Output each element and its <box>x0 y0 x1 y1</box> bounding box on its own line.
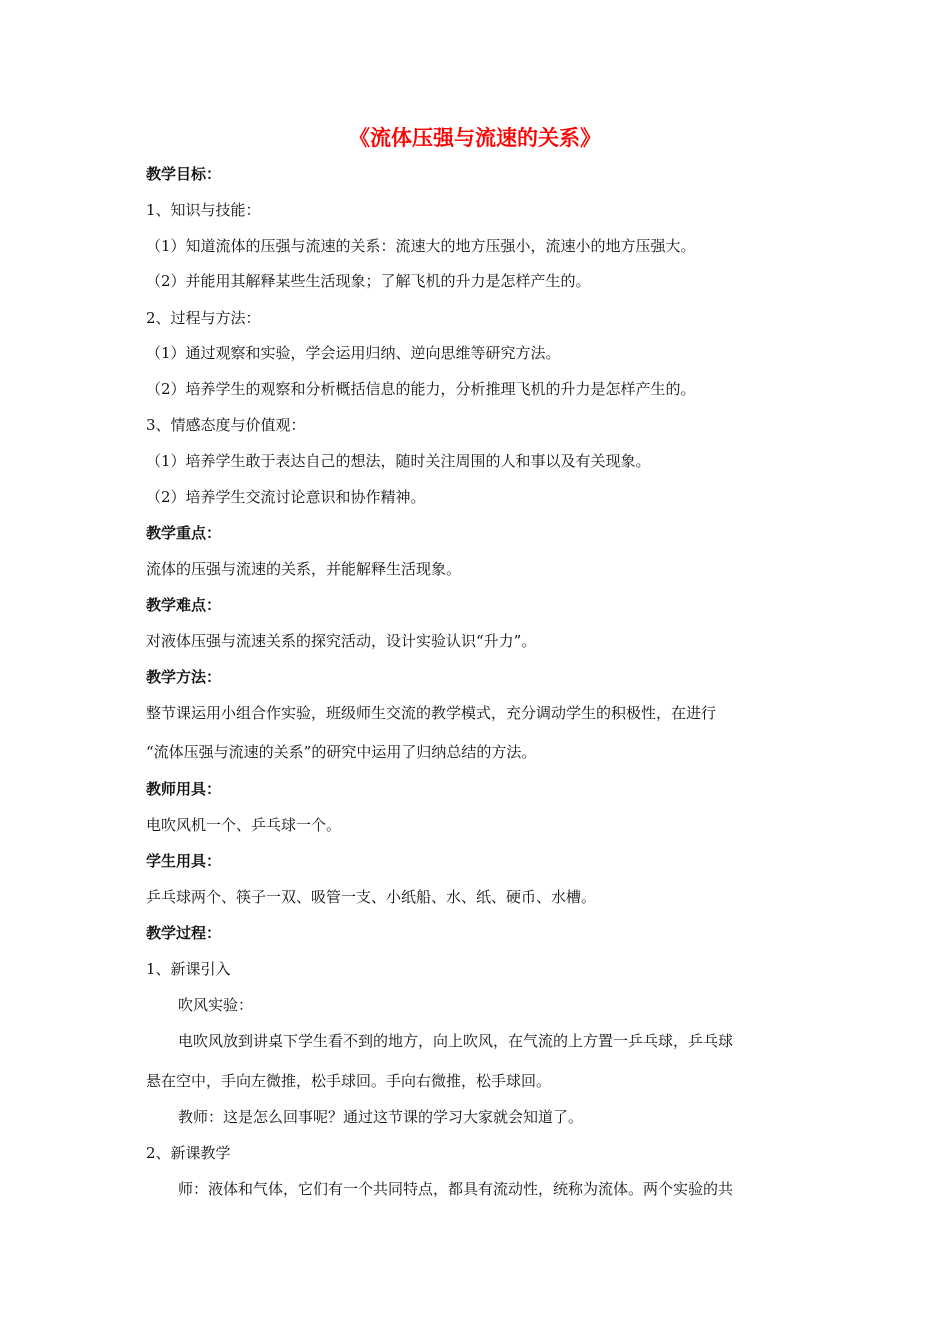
heading-difficulties: 教学难点： <box>146 596 222 614</box>
goal-1-heading: 1、知识与技能： <box>146 201 261 219</box>
heading-teaching-goals: 教学目标： <box>146 165 222 183</box>
difficulties-text: 对液体压强与流速关系的探究活动，设计实验认识“升力”。 <box>146 632 537 650</box>
goal-3-heading: 3、情感态度与价值观： <box>146 416 306 434</box>
experiment-text-line-1: 电吹风放到讲桌下学生看不到的地方，向上吹风，在气流的上方置一乒乓球，乒乓球 <box>178 1032 734 1050</box>
methods-text-line-2: “流体压强与流速的关系”的研究中运用了归纳总结的方法。 <box>146 743 537 761</box>
goal-1-item-1: （1）知道流体的压强与流速的关系：流速大的地方压强小，流速小的地方压强大。 <box>146 237 696 255</box>
goal-3-item-1: （1）培养学生敢于表达自己的想法，随时关注周围的人和事以及有关现象。 <box>146 452 651 470</box>
key-points-text: 流体的压强与流速的关系，并能解释生活现象。 <box>146 560 462 578</box>
heading-teacher-tools: 教师用具： <box>146 780 222 798</box>
process-step-1-heading: 1、新课引入 <box>146 960 231 978</box>
student-tools-text: 乒乓球两个、筷子一双、吸管一支、小纸船、水、纸、硬币、水槽。 <box>146 888 597 906</box>
document-title: 《流体压强与流速的关系》 <box>349 125 601 150</box>
heading-key-points: 教学重点： <box>146 524 222 542</box>
experiment-text-line-2: 悬在空中，手向左微推，松手球回。手向右微推，松手球回。 <box>146 1072 552 1090</box>
goal-2-heading: 2、过程与方法： <box>146 309 261 327</box>
process-step-2-heading: 2、新课教学 <box>146 1144 231 1162</box>
methods-text-line-1: 整节课运用小组合作实验，班级师生交流的教学模式，充分调动学生的积极性，在进行 <box>146 704 717 722</box>
teacher-tools-text: 电吹风机一个、乒乓球一个。 <box>146 816 342 834</box>
goal-2-item-1: （1）通过观察和实验，学会运用归纳、逆向思维等研究方法。 <box>146 344 561 362</box>
heading-methods: 教学方法： <box>146 668 222 686</box>
heading-student-tools: 学生用具： <box>146 852 222 870</box>
experiment-title: 吹风实验： <box>178 996 254 1014</box>
goal-3-item-2: （2）培养学生交流讨论意识和协作精神。 <box>146 488 426 506</box>
goal-1-item-2: （2）并能用其解释某些生活现象；了解飞机的升力是怎样产生的。 <box>146 272 591 290</box>
new-lesson-text: 师：液体和气体，它们有一个共同特点，都具有流动性，统称为流体。两个实验的共 <box>178 1180 734 1198</box>
teacher-question: 教师：这是怎么回事呢？通过这节课的学习大家就会知道了。 <box>178 1108 584 1126</box>
goal-2-item-2: （2）培养学生的观察和分析概括信息的能力，分析推理飞机的升力是怎样产生的。 <box>146 380 696 398</box>
heading-teaching-process: 教学过程： <box>146 924 222 942</box>
